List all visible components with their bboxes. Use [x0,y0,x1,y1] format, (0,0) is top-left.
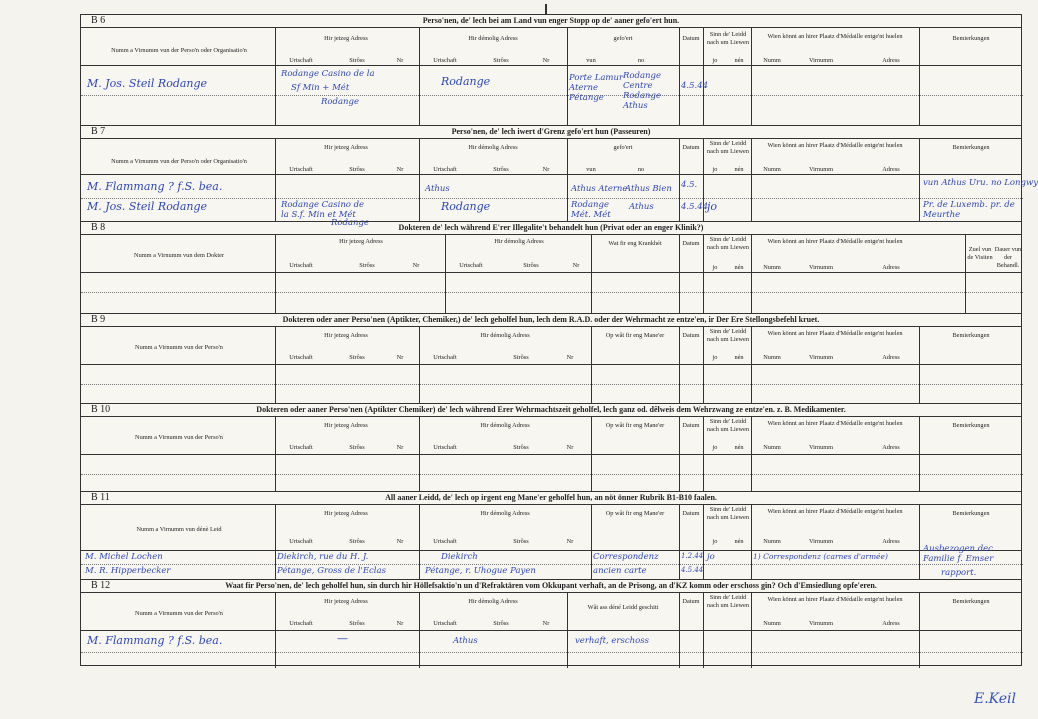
col-former-address: Hir démolig Adress [468,35,518,42]
col-nr: Nr [396,57,404,64]
section-b8: B 8 Dokteren de' lech während E'rer Illegalite't behandelt hun (Privat oder an enger Klinik?) Numm a Virnumm vun dem Dokter Hir jetzeg Adress Urtschaft Strôss Nr Hir démolig Adress Urtschaft Strôss Nr Wat fir eng Krankhét Datum Sinn de' Leidd nach um Liewen jo nén Wien könnt an hirer Plaatz d'Médaille entge'nt huelen Numm Virnumm Adress Zuel vun de Visiten Dauer vun der Behandl. [81,221,1021,313]
signature: E.Keil [974,691,1016,707]
col-medal: Wien könnt an hirer Plaatz d'Médaille entge'nt huelen [767,33,903,40]
col-current-address: Hir jetzeg Adress [324,35,368,42]
section-b6: B 6 Perso'nen, de' lech bei am Land vun enger Stopp op de' aaner gefo'ert hun. Numm a Virnumm vun der Perso'n oder Organisatio'n Hir jetzeg Adress Urtschaft Strôss Nr Hir démolig Adress Urtschaft Strôss Nr gefo'ert vun no Datum Sinn de' Leidd nach um Liewen jo nén Wien könnt an hirer Plaatz d'Médaille entge'nt huelen Numm Virnumm Adress Bemierkungen M. Jos. Steil Rodange Rodange Casino de la Sf Min + Mét Rodange Rodange Porte Lamur Aterne Pétange Rodange Centre Rodange Athus 4.5.44 [81,15,1021,125]
section-b9: B 9 Dokteren oder aner Perso'nen (Aptikter, Chemiker,) de' lech geholfel hun, lech dem R.A.D. oder der Wehrmacht ze entze'en, ir Der Ere Stellongsbefehl kruet. Numm a Virnumm vun der Perso'n Hir jetzeg Adress Urtschaft Strôss Nr Hir démolig Adress Urtschaft Strôss Nr Op wât fir eng Mane'er Datum Sinn de' Leidd nach um Liewen jo nén Wien könnt an hirer Plaatz d'Médaille entge'nt huelen Numm Virnumm Adress Bemierkungen [81,313,1021,403]
section-b11: B 11 All aaner Leidd, de' lech op irgent eng Mane'er geholfel hun, an nöt önner Rubrik B1-B10 faalen. Numm a Virnumm vun dénè Leid Hir jetzeg Adress Urtschaft Strôss Nr Hir démolig Adress Urtschaft Strôss Nr Op wât fir eng Mane'er Datum Sinn de' Leidd nach um Liewen jo nén Wien könnt an hirer Plaatz d'Médaille entge'nt huelen Numm Virnumm Adress Bemierkungen M. Michel Lochen Diekirch, rue du H. J. Diekirch Correspondenz 1.2.44 jo 1) Correspondenz (carnes d'armée) Ausbezogen dec Familie f. Emser M. R. Hipperbecker Pétange, Gross de l'Eclas Pétange, r. Uhogue Payen ancien carte 4.5.44 rapport. [81,491,1021,579]
col-duration: Dauer vun der Behandl. [994,246,1022,269]
section-code: B 6 [91,15,106,26]
col-remarks: Bemierkungen [952,35,990,42]
section-title: Perso'nen, de' lech bei am Land vun enger Stopp op de' aaner gefo'ert hun. [422,16,680,25]
col-date: Datum [682,35,700,42]
col-risk: Sinn de' Leidd nach um Liewen [707,31,749,46]
questionnaire-sheet [80,14,1038,666]
section-b7: B 7 Perso'nen, de' lech iwert d'Grenz gefo'ert hun (Passeuren) Numm a Virnumm vun der Perso'n oder Organisatio'n Hir jetzeg Adress Urtschaft Strôss Nr Hir démolig Adress Urtschaft Strôss Nr gefo'ert vun no Datum Sinn de' Leidd nach um Liewen jo nén Wien könnt an hirer Plaatz d'Médaille entge'nt huelen Numm Virnumm Adress Bemierkungen M. Flammang ? f.S. bea. Athus Athus Aterne Athus Bien 4.5. vun Athus Uru. no Longwy M. Jos. Steil Rodange Rodange Casino de la S.f. Min et Mét Rodange Rodange Rodange Mét. Mét Athus 4.5.44 jo Pr. de Luxemb. pr. de Meurthe [81,125,1021,221]
col-what-happened: Wât ass déné Leidd geschitt [587,604,659,611]
col-visits: Zuel vun de Visiten [967,246,993,261]
section-b10: B 10 Dokteren oder aaner Perso'nen (Aptikter Chemiker) de' lech während Erer Wehrmachtszeit geholfel, lech ganz od. dêlweis dem Wehrzwang ze entze'en. z. B. Medikamenter. Numm a Virnumm vun der Perso'n Hir jetzeg Adress Urtschaft Strôss Nr Hir démolig Adress Urtschaft Strôss Nr Op wât fir eng Mane'er Datum Sinn de' Leidd nach um Liewen jo nén Wien könnt an hirer Plaatz d'Médaille entge'nt huelen Numm Virnumm Adress Bemierkungen [81,403,1021,491]
col-street: Strôss [349,57,365,64]
top-mark [545,4,547,14]
col-city: Urtschaft [289,57,313,64]
col-transported: gefo'ert [613,35,633,42]
col-name-label: Numm a Virnumm vun der Perso'n oder Organisatio'n [111,47,247,54]
section-b12: B 12 Waat fir Perso'nen, de' lech geholfel hun, sin durch hir Höllefsaktio'n un d'Refraktären vom Okkupant verhaft, an de Prisong, an d'KZ komm oder erschoss gin? Och d'Emsiedlung opfe'eren. Numm a Virnumm vun der Perso'n Hir jetzeg Adress Urtschaft Strôss Nr Hir démolig Adress Urtschaft Strôss Nr Wât ass déné Leidd geschitt Datum Sinn de' Leidd nach um Liewen Wien könnt an hirer Plaatz d'Médaille entge'nt huelen Numm Virnumm Adress Bemierkungen M. Flammang ? f.S. bea. — Athus verhaft, erschoss [81,579,1021,667]
handwritten-name: M. Jos. Steil Rodange [87,77,208,90]
